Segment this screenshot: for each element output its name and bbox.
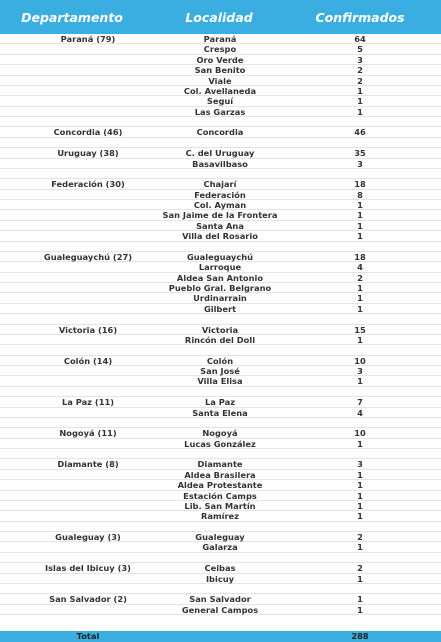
localidad-cell: Aldea San Antonio [176,272,264,283]
confirmados-cell: 64 [354,34,366,44]
column-header-departamento: Departamento [21,10,123,25]
localidad-cell: Gilbert [203,303,237,314]
localidad-cell: C. del Uruguay [185,148,255,159]
localidad-cell: San Benito [194,65,246,76]
departamento-cell: Gualeguaychú (27) [43,251,133,262]
departamento-cell: San Salvador (2) [49,594,127,605]
table-row [0,376,441,386]
table-row [0,44,441,54]
localidad-cell: Pueblo Gral. Belgrano [168,283,272,293]
confirmados-cell: 3 [357,366,363,376]
spacer-row [0,138,441,148]
table-row [0,200,441,210]
localidad-cell: Aldea Protestante [177,480,263,491]
spacer-row [0,345,441,355]
confirmados-cell: 4 [357,407,363,418]
table-row [0,252,441,262]
localidad-cell: Basavilbaso [192,158,248,169]
table-row [0,397,441,407]
confirmados-cell: 2 [357,532,363,542]
localidad-cell: Chajarí [203,179,237,190]
table-row [0,221,441,231]
table-row [0,574,441,584]
localidad-cell: Ceibas [204,563,236,574]
confirmados-cell: 10 [354,355,366,366]
localidad-cell: Concordia [196,127,244,138]
table-footer [0,631,441,642]
table-row [0,511,441,521]
confirmados-cell: 1 [357,210,363,221]
table-row [0,366,441,376]
table-row [0,262,441,272]
localidad-cell: Viale [208,75,232,86]
table-row [0,293,441,303]
confirmados-cell: 1 [357,490,363,501]
column-header-confirmados: Confirmados [315,10,405,25]
table-row [0,304,441,314]
localidad-cell: Col. Ayman [193,200,247,210]
table-row [0,190,441,200]
table-row [0,325,441,335]
departamento-cell: La Paz (11) [61,397,115,408]
table-row [0,96,441,106]
table-row [0,148,441,158]
localidad-cell: Aldea Brasilera [184,469,256,480]
localidad-cell: Ibicuy [205,573,235,584]
departamento-cell: Islas del Ibicuy (3) [45,563,131,574]
localidad-cell: Ramírez [200,511,240,522]
localidad-cell: San Salvador [189,594,251,605]
spacer-row [0,522,441,532]
spacer-row [0,584,441,594]
localidad-cell: Diamante [197,459,243,470]
table-row [0,107,441,117]
table-row [0,491,441,501]
localidad-cell: Victoria [201,324,239,335]
table-row [0,439,441,449]
table-row [0,605,441,615]
localidad-cell: Paraná [203,34,237,44]
confirmados-cell: 1 [357,469,363,480]
departamento-cell: Paraná (79) [60,34,116,44]
table-row [0,459,441,469]
confirmados-cell: 2 [357,272,363,283]
confirmados-cell: 1 [357,303,363,314]
departamento-cell: Gualeguay (3) [55,532,121,542]
departamento-cell: Nogoyá (11) [59,428,117,439]
table-header [0,0,441,34]
confirmados-cell: 1 [357,96,363,107]
table-row [0,542,441,552]
total-label: Total [76,631,100,641]
departamento-cell: Victoria (16) [58,324,118,335]
table-row [0,335,441,345]
confirmados-cell: 1 [357,231,363,242]
table-row [0,159,441,169]
spacer-row [0,169,441,179]
localidad-cell: Federación [194,189,246,200]
table-row [0,283,441,293]
localidad-cell: Colón [206,355,234,366]
table-row [0,480,441,490]
confirmados-cell: 5 [357,44,363,55]
localidad-cell: Seguí [206,96,234,107]
localidad-cell: Las Garzas [194,106,246,117]
confirmados-cell: 1 [357,542,363,553]
table-row [0,76,441,86]
localidad-cell: Villa del Rosario [182,231,258,242]
table-row [0,86,441,96]
table-row [0,55,441,65]
confirmados-cell: 1 [357,85,363,96]
table-row [0,179,441,189]
confirmados-cell: 7 [357,397,363,408]
confirmados-cell: 1 [357,106,363,117]
departamento-cell: Diamante (8) [57,459,119,470]
confirmados-cell: 1 [357,293,363,304]
localidad-cell: La Paz [204,397,236,408]
spacer-row [0,242,441,252]
localidad-cell: Gualeguay [195,532,245,542]
table-body [0,34,441,615]
table-row [0,408,441,418]
localidad-cell: Rincón del Doll [184,334,256,345]
confirmados-cell: 1 [357,500,363,511]
spacer-row [0,418,441,428]
confirmados-cell: 2 [357,75,363,86]
confirmados-cell: 35 [354,148,366,159]
confirmados-cell: 1 [357,604,363,615]
spacer-row [0,553,441,563]
spacer-row [0,314,441,324]
table-row [0,231,441,241]
localidad-cell: Crespo [203,44,237,55]
departamento-cell: Colón (14) [63,355,113,366]
localidad-cell: General Campos [181,604,259,615]
confirmados-cell: 2 [357,563,363,574]
localidad-cell: Gualeguaychú [186,251,254,262]
confirmados-cell: 1 [357,334,363,345]
table-row [0,563,441,573]
localidad-cell: Villa Elisa [197,376,243,387]
confirmados-cell: 4 [357,262,363,273]
localidad-cell: Oro Verde [196,54,244,65]
localidad-cell: San Jaime de la Frontera [162,210,278,221]
localidad-cell: Santa Ana [196,220,244,231]
localidad-cell: Santa Elena [192,407,248,418]
confirmados-cell: 1 [357,220,363,231]
table-row [0,210,441,220]
table-row [0,34,441,44]
confirmados-cell: 18 [354,179,366,190]
confirmados-cell: 10 [354,428,366,439]
table-row [0,356,441,366]
confirmados-cell: 8 [357,189,363,200]
localidad-cell: San José [200,366,240,376]
table-row [0,501,441,511]
total-value: 288 [351,631,369,641]
localidad-cell: Lib. San Martín [184,500,256,511]
spacer-row [0,387,441,397]
table-row [0,532,441,542]
confirmados-cell: 1 [357,594,363,605]
departamento-cell: Uruguay (38) [57,148,119,159]
table-row [0,273,441,283]
table-row [0,127,441,137]
table-row [0,470,441,480]
confirmados-cell: 3 [357,158,363,169]
confirmados-cell: 1 [357,283,363,293]
localidad-cell: Galarza [202,542,238,553]
confirmados-cell: 1 [357,480,363,491]
confirmados-cell: 1 [357,438,363,449]
confirmados-cell: 1 [357,511,363,522]
confirmados-cell: 1 [357,200,363,210]
confirmados-cell: 3 [357,54,363,65]
localidad-cell: Urdinarrain [193,293,247,304]
departamento-cell: Federación (30) [51,179,125,190]
localidad-cell: Col. Avellaneda [183,85,257,96]
column-header-localidad: Localidad [185,10,253,25]
confirmados-cell: 46 [354,127,366,138]
localidad-cell: Larroque [198,262,242,273]
localidad-cell: Nogoyá [202,428,238,439]
confirmados-cell: 1 [357,573,363,584]
spacer-row [0,117,441,127]
confirmados-cell: 3 [357,459,363,470]
table-row [0,594,441,604]
confirmados-cell: 2 [357,65,363,76]
localidad-cell: Lucas González [184,438,256,449]
table-row [0,65,441,75]
spacer-row [0,449,441,459]
confirmados-cell: 1 [357,376,363,387]
confirmados-cell: 15 [354,324,366,335]
confirmados-cell: 18 [354,251,366,262]
table-row [0,428,441,438]
localidad-cell: Estación Camps [183,490,257,501]
departamento-cell: Concordia (46) [53,127,123,138]
